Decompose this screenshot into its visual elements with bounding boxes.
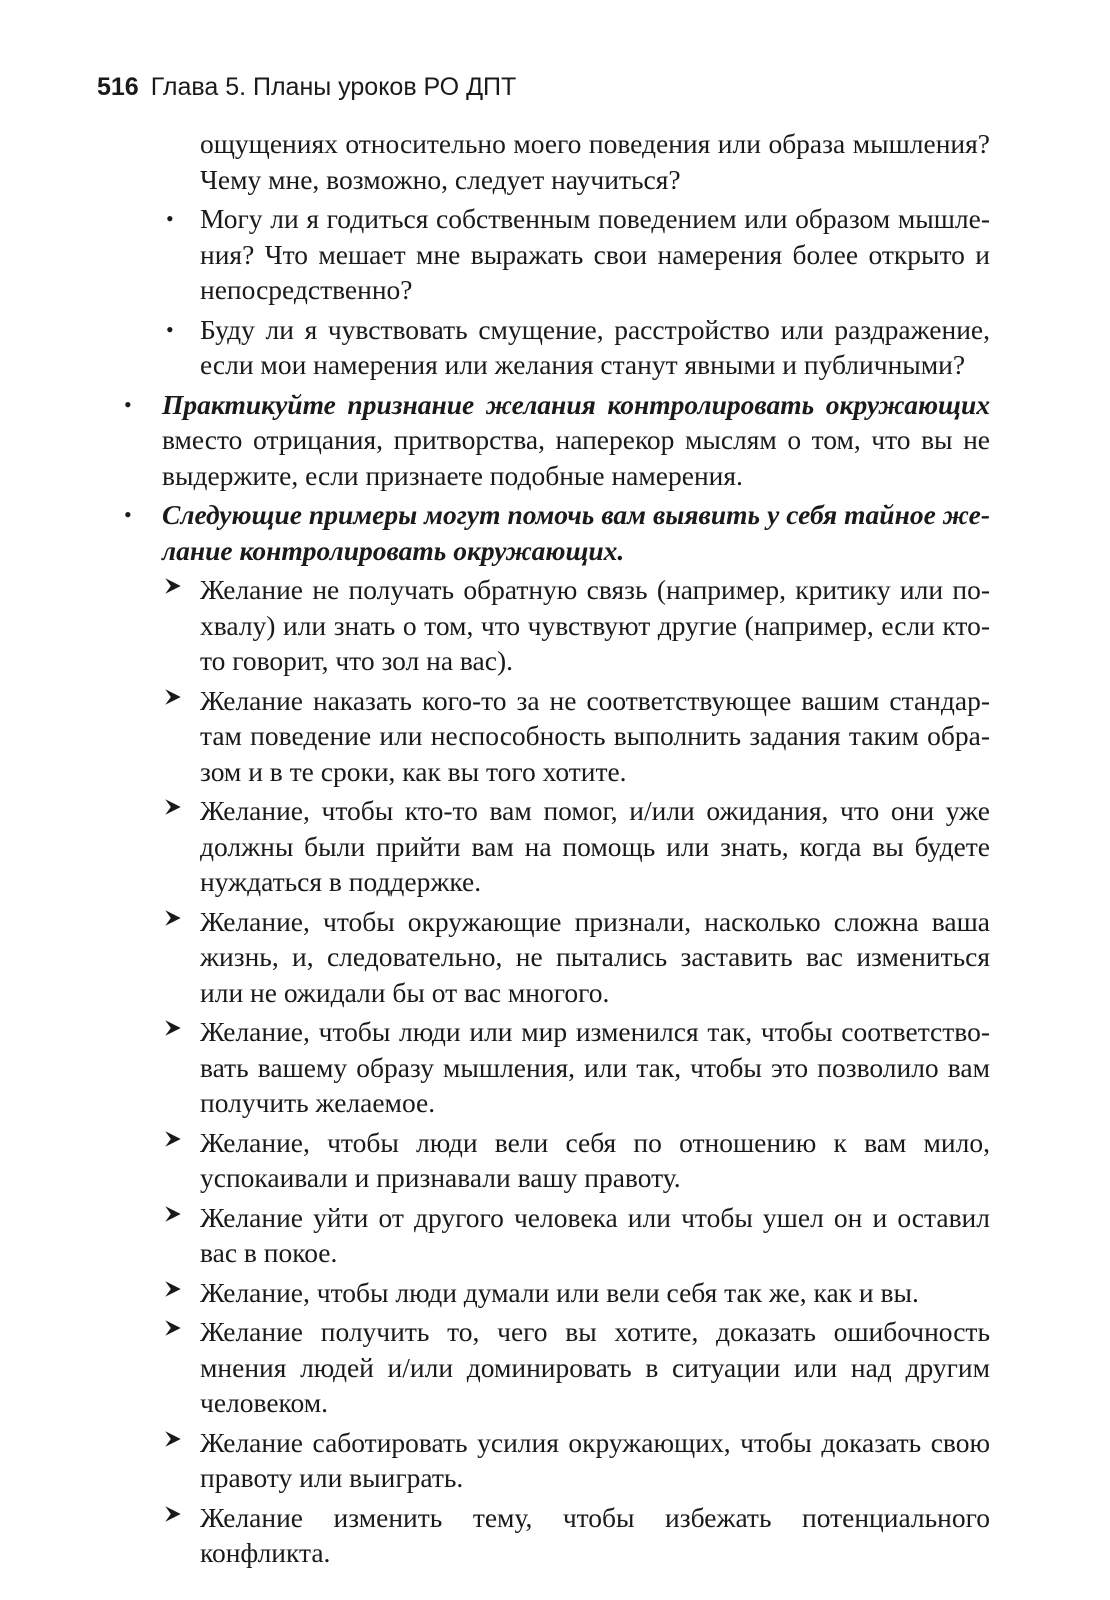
main-bullet-item <box>124 387 990 494</box>
arrowhead-icon <box>162 1503 184 1525</box>
examples-list <box>0 572 1110 1571</box>
bullet-icon: • <box>124 502 132 527</box>
example-text: Желание уйти от другого человека или чтобы ушел он и оставил вас в покое. <box>200 1201 990 1268</box>
arrowhead-icon <box>162 1128 184 1150</box>
example-item <box>200 904 990 1011</box>
running-head <box>97 70 516 104</box>
example-item <box>200 572 990 679</box>
example-text: Желание, чтобы окружающие признали, насколько сложна ваша жизнь, и, следовательно, не пытались заставить вас измениться или не ожидали бы от вас многого. <box>200 905 990 1008</box>
example-item <box>200 1314 990 1421</box>
arrowhead-icon <box>162 1278 184 1300</box>
example-text: Желание, чтобы люди думали или вели себя так же, как и вы. <box>200 1276 919 1308</box>
arrowhead-icon <box>162 1428 184 1450</box>
example-item <box>200 1425 990 1496</box>
example-text: Желание, чтобы кто-то вам помог, и/или ожидания, что они уже должны были прийти вам на помощь или знать, когда вы будете нуждаться в поддержке. <box>200 795 990 897</box>
bullet-icon: • <box>166 206 174 231</box>
page-number: 516 <box>97 73 139 101</box>
example-text: Желание не получать обратную связь (например, критику или похвалу) или знать о том, что чувствуют другие (например, если кто-то говорит, что зол на вас). <box>200 574 990 676</box>
example-item <box>200 1500 990 1571</box>
arrowhead-icon <box>162 575 184 597</box>
arrowhead-icon <box>162 907 184 929</box>
sub-bullet-item <box>166 201 990 308</box>
example-text: Желание, чтобы люди или мир изменился так, чтобы соответствовать вашему образу мышления, или так, чтобы это позволило вам получить желаемое. <box>200 1016 990 1118</box>
main-bullet-emphasis: Следующие примеры могут помочь вам выявить у себя тайное желание контролировать окружающих. <box>162 499 990 566</box>
arrowhead-icon <box>162 796 184 818</box>
example-item <box>200 1014 990 1121</box>
example-text: Желание наказать кого-то за не соответствующее вашим стандартам поведение или неспособность выполнить задания таким образом и в те сроки, как вы того хотите. <box>200 684 990 787</box>
main-bullet-emphasis: Практикуйте признание желания контролировать окружающих <box>162 388 990 420</box>
main-bullet-item <box>124 497 990 568</box>
body-text <box>0 126 1110 1571</box>
example-item <box>200 683 990 790</box>
main-bullet-text: вместо отрицания, притворства, наперекор мыслям о том, что вы не выдержите, если признаете подобные намерения. <box>162 424 990 491</box>
bullet-icon: • <box>124 391 132 417</box>
example-item <box>200 793 990 900</box>
arrowhead-icon <box>162 1017 184 1039</box>
sub-bullet-text: Буду ли я чувствовать смущение, расстройство или раздражение, если мои намерения или желания станут явными и публичными? <box>200 313 990 380</box>
sub-bullet-text: Могу ли я годиться собственным поведением или образом мышления? Что мешает мне выражать свои намерения более открыто и непосредственно? <box>200 203 990 305</box>
example-text: Желание получить то, чего вы хотите, доказать ошибочность мнения людей и/или доминировать в ситуации или над другим человеком. <box>200 1316 990 1418</box>
continued-paragraph: ощущениях относительно моего поведения или образа мышления? Чему мне, возможно, следует научиться? <box>200 128 990 195</box>
example-item <box>200 1125 990 1196</box>
arrowhead-icon <box>162 1203 184 1225</box>
example-text: Желание саботировать усилия окружающих, чтобы доказать свою правоту или выиграть. <box>200 1426 990 1493</box>
example-item <box>200 1200 990 1271</box>
example-text: Желание, чтобы люди вели себя по отношению к вам мило, успокаивали и признавали вашу правоту. <box>200 1126 990 1193</box>
example-text: Желание изменить тему, чтобы избежать потенциального конфликта. <box>200 1501 990 1568</box>
arrowhead-icon <box>162 1317 184 1339</box>
sub-bullet-item <box>166 312 990 383</box>
arrowhead-icon <box>162 686 184 708</box>
example-item <box>200 1275 990 1311</box>
bullet-icon: • <box>166 316 174 342</box>
chapter-title: Глава 5. Планы уроков РО ДПТ <box>150 73 517 101</box>
